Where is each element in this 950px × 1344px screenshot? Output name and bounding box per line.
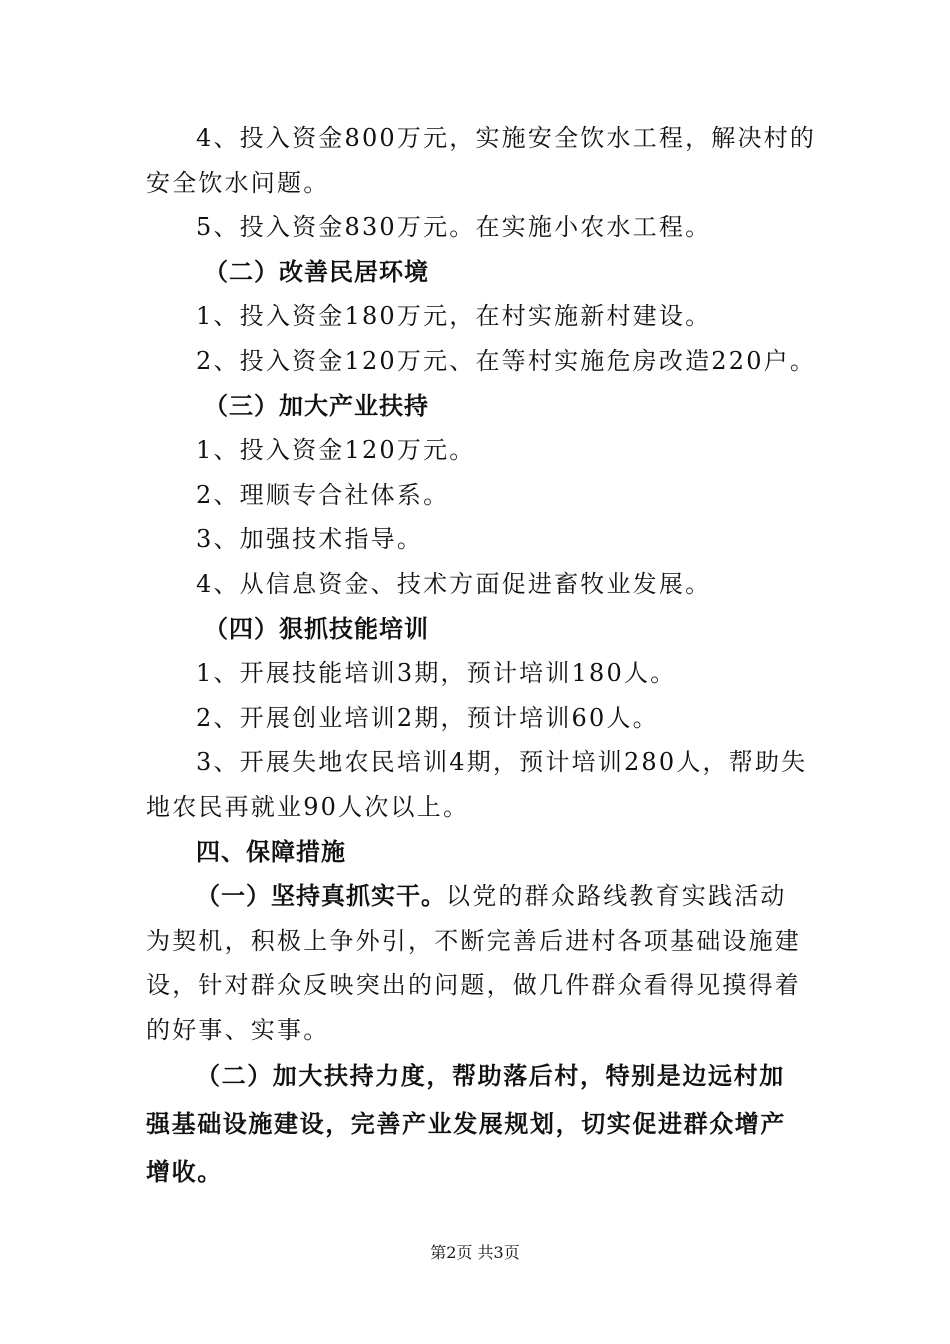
paragraph-new-village	[146, 294, 810, 339]
section-heading-industry: （三）加大产业扶持	[204, 391, 429, 420]
paragraph-industry-fund	[146, 428, 810, 473]
paragraph-line: 为契机，积极上争外引，不断完善后进村各项基础设施建	[146, 926, 801, 955]
document-body	[146, 116, 817, 1196]
paragraph-line: 4、投入资金800万元，实施安全饮水工程，解决村的	[196, 124, 817, 152]
paragraph-irrigation	[146, 205, 810, 250]
paragraph-practical-work	[146, 874, 810, 1052]
paragraph-drinking-water	[146, 116, 817, 205]
paragraph-landless-training	[146, 740, 810, 829]
section-heading-housing: （二）改善民居环境	[204, 257, 429, 286]
paragraph-line-rest: 以党的群众路线教育实践活动	[446, 882, 787, 911]
paragraph-tech-guidance	[146, 517, 810, 562]
paragraph-livestock	[146, 562, 810, 607]
paragraph-line: 增收。	[146, 1158, 223, 1187]
paragraph-line: 2、投入资金120万元、在等村实施危房改造220户。	[196, 346, 817, 375]
paragraph-line: 4、从信息资金、技术方面促进畜牧业发展。	[196, 569, 712, 598]
paragraph-line: 设，针对群众反映突出的问题，做几件群众看得见摸得着	[146, 971, 801, 1000]
paragraph-line: 5、投入资金830万元。在实施小农水工程。	[196, 213, 712, 242]
paragraph-line: 安全饮水问题。	[146, 168, 330, 197]
paragraph-housing-renovation	[146, 339, 817, 384]
paragraph-line	[146, 874, 810, 919]
paragraph-skills-training	[146, 651, 810, 696]
paragraph-line: 2、理顺专合社体系。	[196, 480, 450, 509]
paragraph-line: 的好事、实事。	[146, 1015, 330, 1044]
paragraph-support-intensity	[146, 1052, 810, 1196]
paragraph-line: 1、开展技能培训3期，预计培训180人。	[196, 659, 677, 688]
page-number-footer: 第2页 共3页	[430, 1243, 520, 1262]
paragraph-line: 1、投入资金120万元。	[196, 436, 476, 465]
paragraph-line: 强基础设施建设，完善产业发展规划，切实促进群众增产	[146, 1110, 786, 1139]
paragraph-line: 3、加强技术指导。	[196, 525, 424, 554]
section-heading-training: （四）狠抓技能培训	[204, 614, 429, 643]
paragraph-line: 1、投入资金180万元，在村实施新村建设。	[196, 302, 712, 331]
paragraph-lead: （一）坚持真抓实干。	[196, 882, 446, 911]
paragraph-line: （二）加大扶持力度，帮助落后村，特别是边远村加	[196, 1062, 785, 1091]
paragraph-cooperative	[146, 473, 810, 518]
section-heading-safeguards: 四、保障措施	[196, 837, 346, 866]
paragraph-line: 地农民再就业90人次以上。	[146, 792, 470, 821]
paragraph-line: 3、开展失地农民培训4期，预计培训280人，帮助失	[196, 748, 808, 777]
paragraph-line: 2、开展创业培训2期，预计培训60人。	[196, 703, 659, 732]
paragraph-startup-training	[146, 696, 810, 741]
